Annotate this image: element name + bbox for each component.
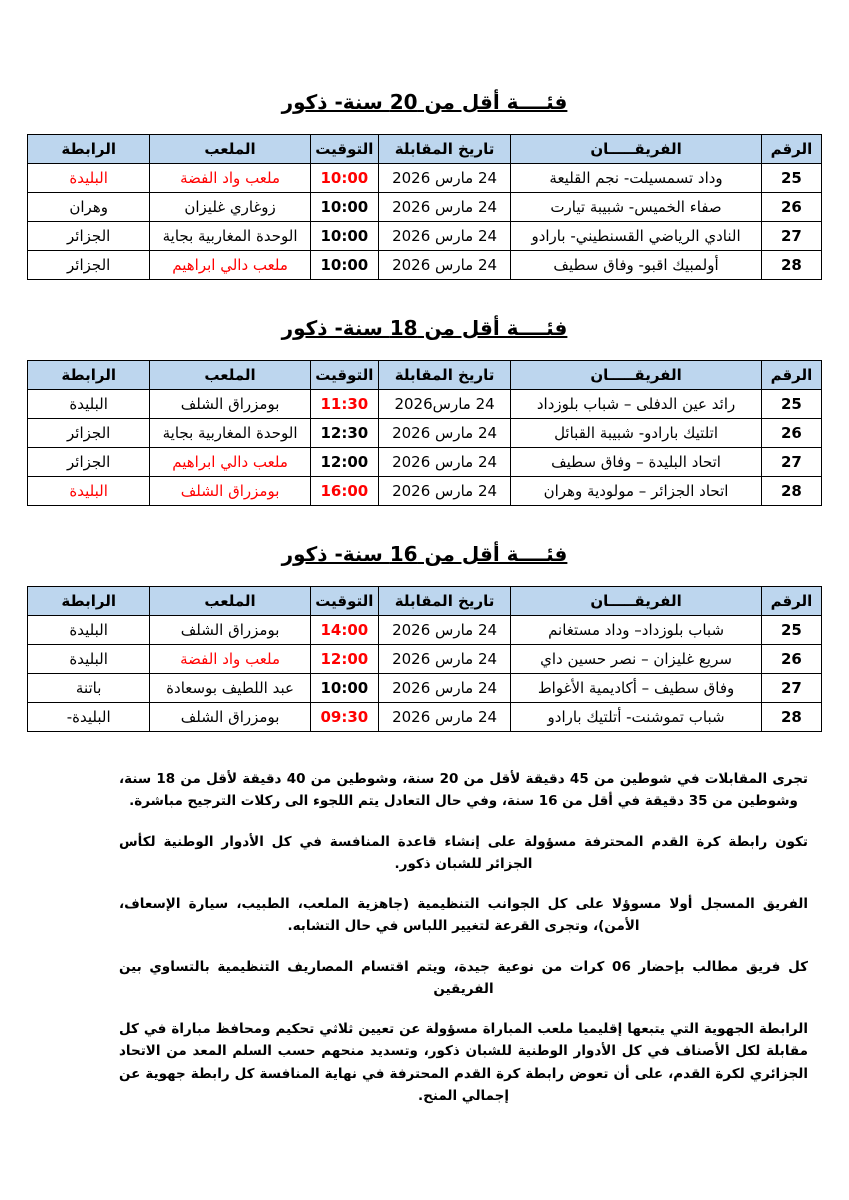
cell-league: الجزائر xyxy=(28,448,150,477)
column-header-stadium: الملعب xyxy=(150,361,310,390)
column-header-time: التوقيت xyxy=(310,361,378,390)
cell-time: 12:30 xyxy=(310,419,378,448)
cell-time: 10:00 xyxy=(310,164,378,193)
cell-stadium: ملعب دالي ابراهيم xyxy=(150,251,310,280)
cell-time: 10:00 xyxy=(310,222,378,251)
header-row xyxy=(28,135,822,164)
cell-teams: شباب بلوزداد– وداد مستغانم xyxy=(511,616,762,645)
cell-time: 11:30 xyxy=(310,390,378,419)
column-header-num: الرقم xyxy=(761,361,821,390)
cell-league: الجزائر xyxy=(28,222,150,251)
match-row xyxy=(28,164,822,193)
cell-num: 25 xyxy=(761,390,821,419)
cell-teams: وداد تسمسيلت- نجم القليعة xyxy=(511,164,762,193)
match-row xyxy=(28,419,822,448)
note-paragraph: كل فريق مطالب بإحضار 06 كرات من نوعية جيدة، ويتم اقتسام المصاريف التنظيمية بالتساوي بين الفريقين xyxy=(119,958,808,997)
cell-num: 25 xyxy=(761,164,821,193)
cell-num: 28 xyxy=(761,703,821,732)
cell-time: 14:00 xyxy=(310,616,378,645)
cell-num: 26 xyxy=(761,419,821,448)
match-row xyxy=(28,703,822,732)
column-header-num: الرقم xyxy=(761,135,821,164)
cell-date: 24 مارس 2026 xyxy=(378,419,510,448)
match-row xyxy=(28,251,822,280)
match-row xyxy=(28,222,822,251)
cell-league: البليدة xyxy=(28,645,150,674)
cell-time: 16:00 xyxy=(310,477,378,506)
cell-teams: اتحاد البليدة – وفاق سطيف xyxy=(511,448,762,477)
cell-date: 24 مارس 2026 xyxy=(378,222,510,251)
section-u16 xyxy=(27,542,822,732)
cell-date: 24 مارس 2026 xyxy=(378,645,510,674)
cell-league: الجزائر xyxy=(28,419,150,448)
cell-league: وهران xyxy=(28,193,150,222)
cell-stadium: عبد اللطيف بوسعادة xyxy=(150,674,310,703)
cell-num: 26 xyxy=(761,193,821,222)
match-row xyxy=(28,193,822,222)
column-header-stadium: الملعب xyxy=(150,135,310,164)
cell-num: 27 xyxy=(761,448,821,477)
cell-date: 24 مارس2026 xyxy=(378,390,510,419)
cell-num: 28 xyxy=(761,251,821,280)
column-header-stadium: الملعب xyxy=(150,587,310,616)
cell-time: 12:00 xyxy=(310,448,378,477)
cell-league: البليدة xyxy=(28,477,150,506)
cell-stadium: بومزراق الشلف xyxy=(150,616,310,645)
cell-date: 24 مارس 2026 xyxy=(378,674,510,703)
cell-stadium: ملعب دالي ابراهيم xyxy=(150,448,310,477)
note-paragraph: تجرى المقابلات في شوطين من 45 دقيقة لأقل من 20 سنة، وشوطين من 40 دقيقة لأقل من 18 سنة، وشوطين من 35 دقيقة في أقل من 16 سنة، وفي حال التعادل يتم اللجوء الى ركلات الترجيح مباشرة. xyxy=(119,771,808,810)
cell-teams: اتحاد الجزائر – مولودية وهران xyxy=(511,477,762,506)
cell-date: 24 مارس 2026 xyxy=(378,164,510,193)
cell-stadium: بومزراق الشلف xyxy=(150,703,310,732)
column-header-teams: الفريقـــــان xyxy=(511,361,762,390)
cell-teams: اتلتيك بارادو- شبيبة القبائل xyxy=(511,419,762,448)
notes xyxy=(119,768,808,1107)
column-header-date: تاريخ المقابلة xyxy=(378,361,510,390)
section-title-u18: فئــــة أقل من 18 سنة- ذكور xyxy=(281,316,568,340)
cell-stadium: الوحدة المغاربية بجاية xyxy=(150,419,310,448)
match-row xyxy=(28,645,822,674)
cell-num: 27 xyxy=(761,674,821,703)
cell-date: 24 مارس 2026 xyxy=(378,477,510,506)
cell-teams: شباب تموشنت- أتلتيك بارادو xyxy=(511,703,762,732)
cell-time: 10:00 xyxy=(310,251,378,280)
match-row xyxy=(28,674,822,703)
note-paragraph: تكون رابطة كرة القدم المحترفة مسؤولة على إنشاء قاعدة المنافسة في كل الأدوار الوطنية لكأس الجزائر للشبان ذكور. xyxy=(119,833,808,872)
cell-num: 26 xyxy=(761,645,821,674)
cell-stadium: بومزراق الشلف xyxy=(150,390,310,419)
column-header-league: الرابطة xyxy=(28,587,150,616)
match-row xyxy=(28,448,822,477)
column-header-time: التوقيت xyxy=(310,135,378,164)
column-header-teams: الفريقـــــان xyxy=(511,587,762,616)
cell-date: 24 مارس 2026 xyxy=(378,448,510,477)
header-row xyxy=(28,587,822,616)
section-u20 xyxy=(27,90,822,280)
column-header-num: الرقم xyxy=(761,587,821,616)
note-paragraph: الفريق المسجل أولا مسوؤلا على كل الجوانب التنظيمية (جاهزية الملعب، الطبيب، سيارة الإسعاف، الأمن)، وتجرى القرعة لتغيير اللباس في حال التشابه. xyxy=(119,896,808,935)
match-row xyxy=(28,477,822,506)
match-table-u16 xyxy=(27,586,822,732)
column-header-teams: الفريقـــــان xyxy=(511,135,762,164)
match-table-u18 xyxy=(27,360,822,506)
cell-league: البليدة- xyxy=(28,703,150,732)
cell-stadium: الوحدة المغاربية بجاية xyxy=(150,222,310,251)
cell-teams: أولمبيك اقبو- وفاق سطيف xyxy=(511,251,762,280)
column-header-league: الرابطة xyxy=(28,135,150,164)
match-row xyxy=(28,390,822,419)
cell-stadium: بومزراق الشلف xyxy=(150,477,310,506)
cell-time: 12:00 xyxy=(310,645,378,674)
cell-date: 24 مارس 2026 xyxy=(378,193,510,222)
cell-num: 27 xyxy=(761,222,821,251)
cell-time: 09:30 xyxy=(310,703,378,732)
cell-num: 28 xyxy=(761,477,821,506)
cell-date: 24 مارس 2026 xyxy=(378,703,510,732)
cell-date: 24 مارس 2026 xyxy=(378,251,510,280)
column-header-league: الرابطة xyxy=(28,361,150,390)
cell-league: باتنة xyxy=(28,674,150,703)
cell-teams: صفاء الخميس- شبيبة تيارت xyxy=(511,193,762,222)
column-header-date: تاريخ المقابلة xyxy=(378,135,510,164)
note-paragraph: الرابطة الجهوية التي يتبعها إقليميا ملعب المباراة مسؤولة عن تعيين ثلاثي تحكيم ومحافظ مباراة في كل مقابلة لكل الأصناف في كل الأدوار الوطنية للشبان ذكور، وتسديد منحهم حسب السلم المعد من الاتحاد الجزائري لكرة القدم، على أن تعوض رابطة كرة القدم المحترفة في نهاية المنافسة كل رابطة جهوية عن إجمالي المنح. xyxy=(119,1021,808,1104)
cell-num: 25 xyxy=(761,616,821,645)
cell-league: الجزائر xyxy=(28,251,150,280)
cell-stadium: ملعب واد الفضة xyxy=(150,645,310,674)
cell-teams: رائد عين الدفلى – شباب بلوزداد xyxy=(511,390,762,419)
cell-teams: وفاق سطيف – أكاديمية الأغواط xyxy=(511,674,762,703)
section-title-u16: فئــــة أقل من 16 سنة- ذكور xyxy=(281,542,568,566)
section-u18 xyxy=(27,316,822,506)
match-row xyxy=(28,616,822,645)
cell-teams: سريع غليزان – نصر حسين داي xyxy=(511,645,762,674)
header-row xyxy=(28,361,822,390)
cell-time: 10:00 xyxy=(310,674,378,703)
column-header-date: تاريخ المقابلة xyxy=(378,587,510,616)
section-title-u20: فئــــة أقل من 20 سنة- ذكور xyxy=(281,90,568,114)
match-table-u20 xyxy=(27,134,822,280)
cell-league: البليدة xyxy=(28,164,150,193)
cell-league: البليدة xyxy=(28,390,150,419)
cell-stadium: ملعب واد الفضة xyxy=(150,164,310,193)
cell-league: البليدة xyxy=(28,616,150,645)
cell-teams: النادي الرياضي القسنطيني- بارادو xyxy=(511,222,762,251)
cell-stadium: زوغاري غليزان xyxy=(150,193,310,222)
cell-date: 24 مارس 2026 xyxy=(378,616,510,645)
cell-time: 10:00 xyxy=(310,193,378,222)
column-header-time: التوقيت xyxy=(310,587,378,616)
